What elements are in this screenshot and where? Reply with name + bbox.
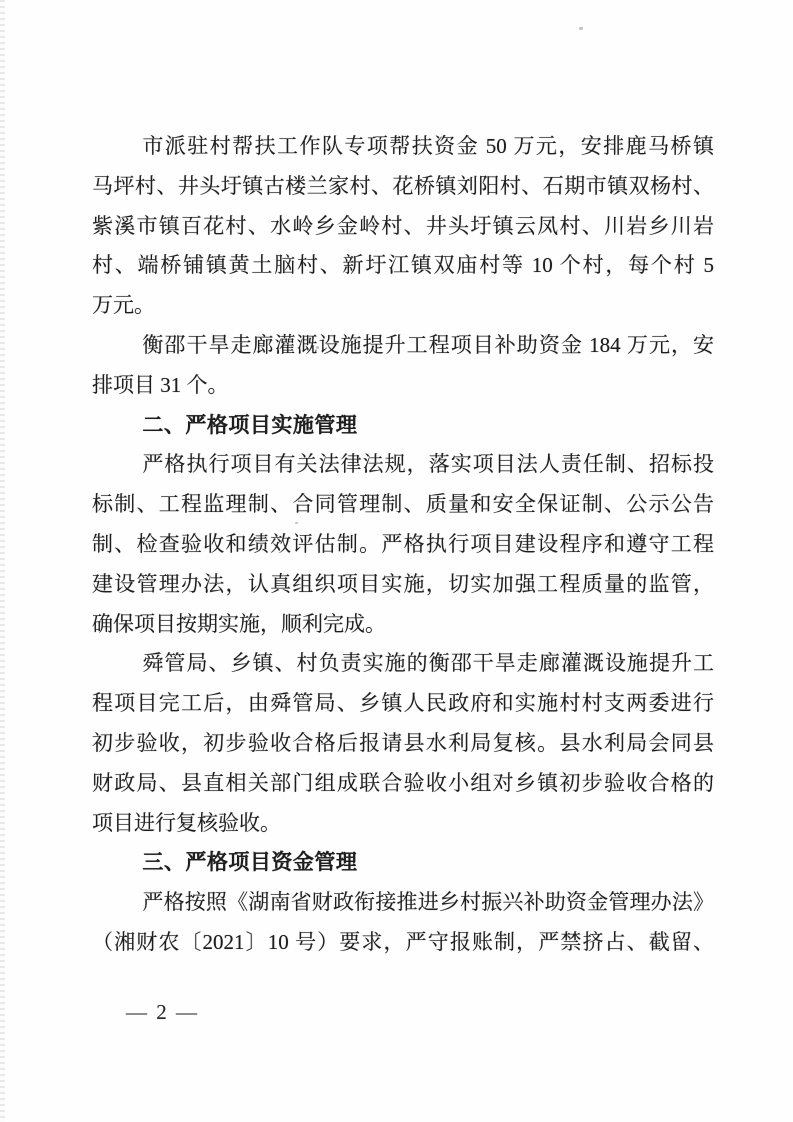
paragraph-line: 初步验收，初步验收合格后报请县水利局复核。县水利局会同县 [92,730,714,755]
document-body [92,127,714,963]
paragraph-line: 制、检查验收和绩效评估制。严格执行项目建设程序和遵守工程 [92,531,714,556]
paragraph-line: 项目进行复核验收。 [92,810,281,835]
paragraph-line: 建设管理办法，认真组织项目实施，切实加强工程质量的监管， [92,571,714,596]
paragraph-line: 村、端桥铺镇黄土脑村、新圩江镇双庙村等 10 个村，每个村 5 [92,253,714,278]
page-number: — 2 — [126,1000,199,1024]
paragraph-line: 市派驻村帮扶工作队专项帮扶资金 50 万元，安排鹿马桥镇 [142,134,714,158]
paragraph-line: 严格按照《湖南省财政衔接推进乡村振兴补助资金管理办法》 [142,890,714,915]
paragraph-line: （湘财农〔2021〕10 号）要求，严守报账制，严禁挤占、截留、 [92,929,714,954]
paragraph-line: 严格执行项目有关法律法规，落实项目法人责任制、招标投 [142,452,714,477]
scan-speck [579,27,583,30]
scan-edge-artifact [0,0,5,1122]
paragraph-line: 衡邵干旱走廊灌溉设施提升工程项目补助资金 184 万元，安 [142,332,714,357]
paragraph-line: 标制、工程监理制、合同管理制、质量和安全保证制、公示公告 [92,492,714,517]
paragraph-line: 紫溪市镇百花村、水岭乡金岭村、井头圩镇云凤村、川岩乡川岩 [92,213,714,238]
section-heading-2: 二、严格项目实施管理 [142,413,358,437]
paragraph-line: 财政局、县直相关部门组成联合验收小组对乡镇初步验收合格的 [92,770,714,795]
section-heading-3: 三、严格项目资金管理 [142,851,358,875]
paragraph-line: 马坪村、井头圩镇古楼兰家村、花桥镇刘阳村、石期市镇双杨村、 [92,173,714,198]
paragraph-line: 舜管局、乡镇、村负责实施的衡邵干旱走廊灌溉设施提升工 [142,651,714,676]
paragraph-line: 确保项目按期实施，顺利完成。 [92,611,386,636]
paragraph-line: 程项目完工后，由舜管局、乡镇人民政府和实施村村支两委进行 [92,691,714,716]
paragraph-line: 万元。 [92,293,155,318]
paragraph-line: 排项目 31 个。 [92,372,229,397]
